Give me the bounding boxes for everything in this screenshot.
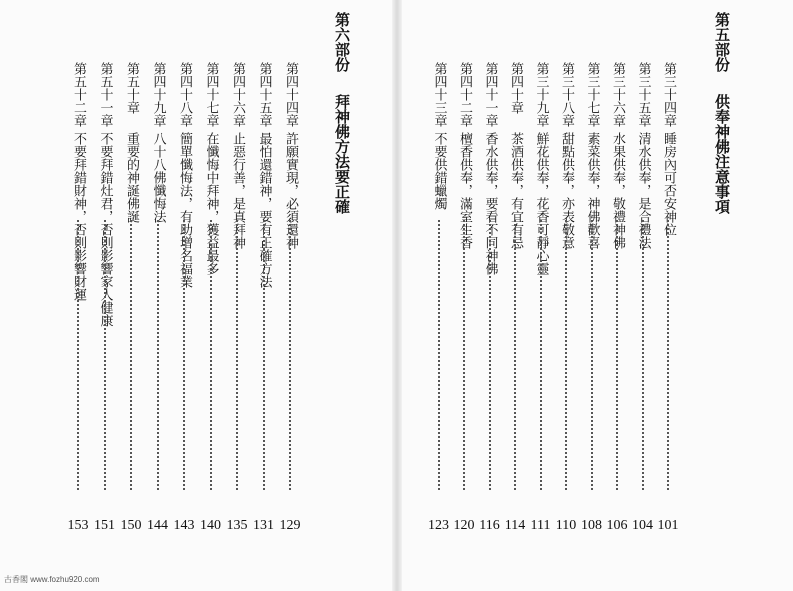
chapter-title: 素菜供奉，神佛歡喜 [584, 132, 600, 249]
toc-entry [93, 50, 117, 533]
toc-entry [631, 50, 655, 533]
chapter-title: 不要供錯蠟燭 [431, 132, 447, 210]
dot-leader [616, 220, 618, 490]
chapter-title: 最怕還錯神，要有正確方法 [256, 132, 272, 288]
chapter-number: 第四十五章 [256, 62, 272, 127]
chapter-number: 第四十九章 [150, 62, 166, 127]
toc-entry [252, 50, 276, 533]
page-number: 129 [279, 518, 301, 533]
chapter-title: 水果供奉，敬禮神佛 [610, 132, 625, 249]
dot-leader [77, 220, 79, 490]
page-number: 151 [94, 518, 115, 533]
chapter-number: 第四十三章 [431, 62, 447, 127]
dot-leader [157, 220, 159, 490]
dot-leader [514, 220, 516, 490]
toc-entry [225, 50, 249, 533]
chapter-number: 第四十章 [508, 62, 523, 114]
toc-entry [554, 50, 578, 533]
dot-leader [489, 220, 491, 490]
toc-entry [605, 50, 629, 533]
toc-entry [580, 50, 604, 533]
toc-entry [503, 50, 527, 533]
page-number: 116 [479, 518, 500, 533]
page-number: 108 [581, 518, 602, 533]
chapter-number: 第四十六章 [230, 62, 245, 127]
chapter-number: 第五十二章 [71, 62, 86, 127]
page-number: 150 [120, 518, 142, 533]
chapter-number: 第四十一章 [482, 62, 498, 127]
toc-entry [478, 50, 502, 533]
chapter-title: 不要拜錯財神，否則影響財運 [71, 132, 86, 301]
chapter-title: 檀香供奉，滿室生香 [457, 132, 472, 249]
dot-leader [210, 220, 212, 490]
book-spine [392, 0, 402, 591]
page-number: 111 [530, 518, 551, 533]
chapter-number: 第三十七章 [584, 62, 600, 127]
chapter-title: 香水供奉，要看不同神佛 [482, 132, 498, 275]
dot-leader [438, 220, 440, 490]
page-number: 104 [632, 518, 653, 533]
chapter-title: 八十八佛懺悔法 [150, 132, 166, 223]
dot-leader [263, 220, 265, 490]
toc-entry [146, 50, 170, 533]
dot-leader [130, 220, 132, 490]
page-number: 140 [200, 518, 221, 533]
toc-entry [66, 50, 90, 533]
toc-entry [452, 50, 476, 533]
page-number: 143 [173, 518, 195, 533]
section-title: 第五部份 [713, 12, 731, 72]
dot-leader [463, 220, 465, 490]
chapter-number: 第四十四章 [283, 62, 298, 127]
toc-entry [199, 50, 223, 533]
toc-entry [529, 50, 553, 533]
section-subtitle: 拜神佛方法要正確 [333, 94, 351, 214]
dot-leader [540, 220, 542, 490]
chapter-title: 茶酒供奉，有宜有忌 [508, 132, 523, 249]
chapter-number: 第五十章 [124, 62, 139, 114]
page-number: 135 [226, 518, 248, 533]
dot-leader [183, 220, 185, 490]
section-subtitle: 供奉神佛注意事項 [713, 94, 731, 214]
toc-entry [656, 50, 680, 533]
chapter-number: 第三十八章 [559, 62, 574, 127]
chapter-number: 第三十四章 [661, 62, 676, 127]
page-number: 106 [606, 518, 628, 533]
toc-entry [172, 50, 196, 533]
right-page [402, 0, 793, 591]
dot-leader [104, 220, 106, 490]
chapter-title: 鮮花供奉，花香可靜心靈 [533, 132, 549, 275]
toc-entry [278, 50, 302, 533]
chapter-number: 第四十七章 [203, 62, 219, 127]
page-number: 110 [555, 518, 577, 533]
chapter-title: 在懺悔中拜神，獲益最多 [203, 132, 219, 275]
dot-leader [591, 220, 593, 490]
toc-entry [427, 50, 451, 533]
dot-leader [642, 220, 644, 490]
chapter-number: 第三十九章 [533, 62, 549, 127]
dot-leader [667, 220, 669, 490]
section-heading [708, 12, 736, 432]
page-number: 114 [504, 518, 526, 533]
chapter-title: 清水供奉，是合禮法 [635, 132, 651, 249]
dot-leader [565, 220, 567, 490]
chapter-title: 不要拜錯灶君，否則影響家人健康 [97, 132, 113, 327]
chapter-number: 第五十一章 [97, 62, 113, 127]
page-number: 120 [453, 518, 475, 533]
section-heading [328, 12, 356, 432]
toc-entry [119, 50, 143, 533]
dot-leader [236, 220, 238, 490]
dot-leader [289, 220, 291, 490]
page-number: 123 [428, 518, 449, 533]
chapter-number: 第三十五章 [635, 62, 651, 127]
page-number: 131 [253, 518, 274, 533]
chapter-title: 睡房內可否安神位 [661, 132, 676, 236]
chapter-title: 甜點供奉，亦表敬意 [559, 132, 574, 249]
section-title: 第六部份 [333, 12, 351, 72]
chapter-number: 第四十二章 [457, 62, 472, 127]
page-number: 101 [657, 518, 679, 533]
footer-watermark: 古香閣 www.fozhu920.com [4, 575, 100, 584]
page-number: 153 [67, 518, 89, 533]
chapter-title: 重要的神誕佛誕 [124, 132, 139, 223]
left-page [0, 0, 392, 591]
chapter-title: 簡單懺悔法，有助增名福業 [177, 132, 192, 288]
page-number: 144 [147, 518, 168, 533]
chapter-title: 止惡行善，是真拜神 [230, 132, 245, 249]
chapter-number: 第三十六章 [610, 62, 625, 127]
chapter-title: 許願實現，必須還神 [283, 132, 298, 249]
chapter-number: 第四十八章 [177, 62, 192, 127]
